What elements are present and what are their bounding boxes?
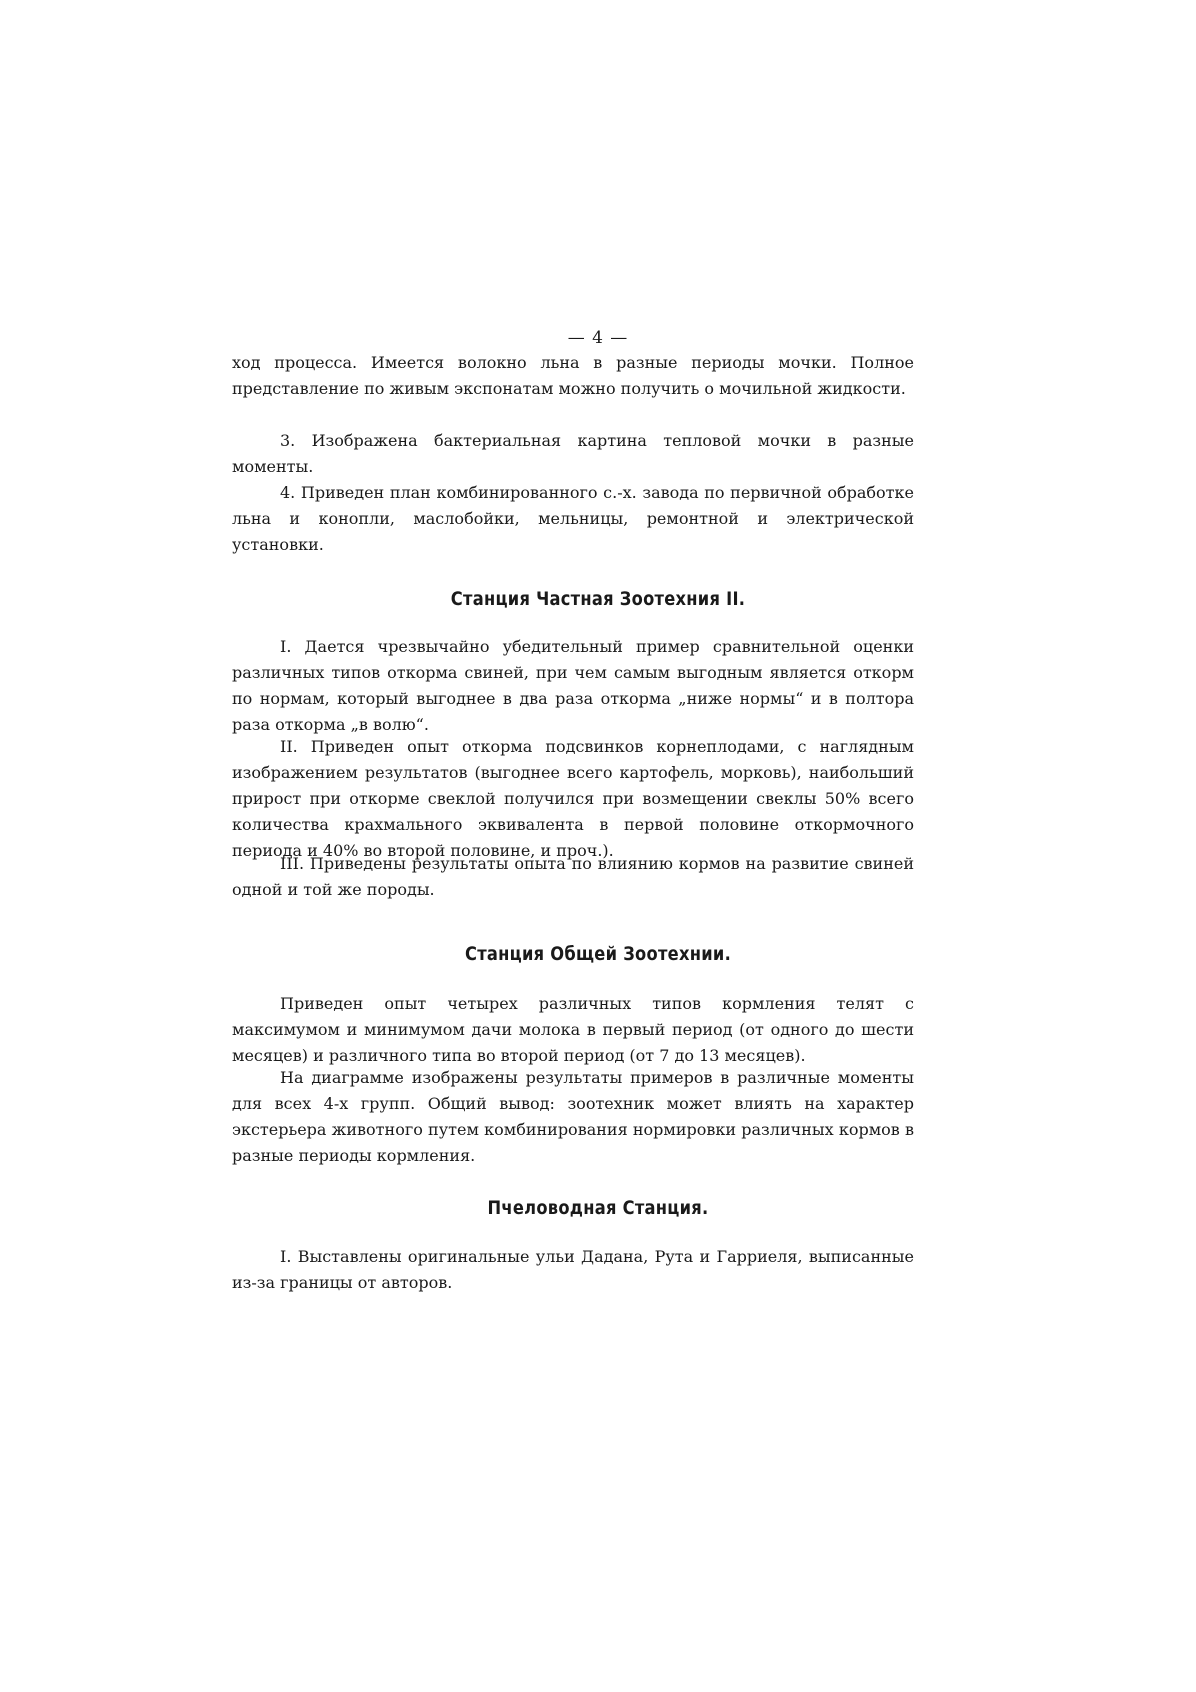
section-heading-private-zootechnics: Станция Частная Зоотехния II.: [450, 589, 746, 610]
paragraph-diagram-conclusion: На диаграмме изображены результаты примеров в различные моменты для всех 4-х групп. Общий вывод: зоотехник может влиять на характер экстерьера животного путем комбинирования нормировки различных кормов в разные периоды кормления.: [232, 1068, 914, 1165]
paragraph-beehives: I. Выставлены оригинальные ульи Дадана, Рута и Гарриеля, выписанные из-за границы от авторов.: [232, 1247, 914, 1292]
paragraph-item-4: 4. Приведен план комбинированного с.-х. завода по первичной обработке льна и конопли, маслобойки, мельницы, ремонтной и электрической установки.: [232, 483, 914, 554]
paragraph-calf-feeding: Приведен опыт четырех различных типов кормления телят с максимумом и минимумом дачи молока в первый период (от одного до шести месяцев) и различного типа во второй период (от 7 до 13 месяцев).: [232, 994, 914, 1065]
paragraph-item-3: 3. Изображена бактериальная картина тепловой мочки в разные моменты.: [232, 431, 914, 476]
paragraph-root-crop-fattening: II. Приведен опыт откорма подсвинков корнеплодами, с наглядным изображением результатов (выгоднее всего картофель, морковь), наибольший прирост при откорме свеклой получился при возмещении свеклы 50% всего количества крахмального эквивалента в первой половине откормочного периода и 40% во второй половине, и проч.).: [232, 737, 914, 860]
section-heading-beekeeping: Пчеловодная Станция.: [487, 1198, 709, 1219]
page-number: — 4 —: [567, 328, 629, 348]
paragraph-feed-influence: III. Приведены результаты опыта по влиянию кормов на развитие свиней одной и той же породы.: [232, 854, 914, 899]
paragraph-pig-fattening-comparison: I. Дается чрезвычайно убедительный пример сравнительной оценки различных типов откорма свиней, при чем самым выгодным является откорм по нормам, который выгоднее в два раза откорма „ниже нормы“ и в полтора раза откорма „в волю“.: [232, 637, 914, 734]
paragraph-process-continuation: ход процесса. Имеется волокно льна в разные периоды мочки. Полное представление по живым экспонатам можно получить о мочильной жидкости.: [232, 353, 914, 398]
section-heading-general-zootechnics: Станция Общей Зоотехнии.: [464, 944, 732, 965]
